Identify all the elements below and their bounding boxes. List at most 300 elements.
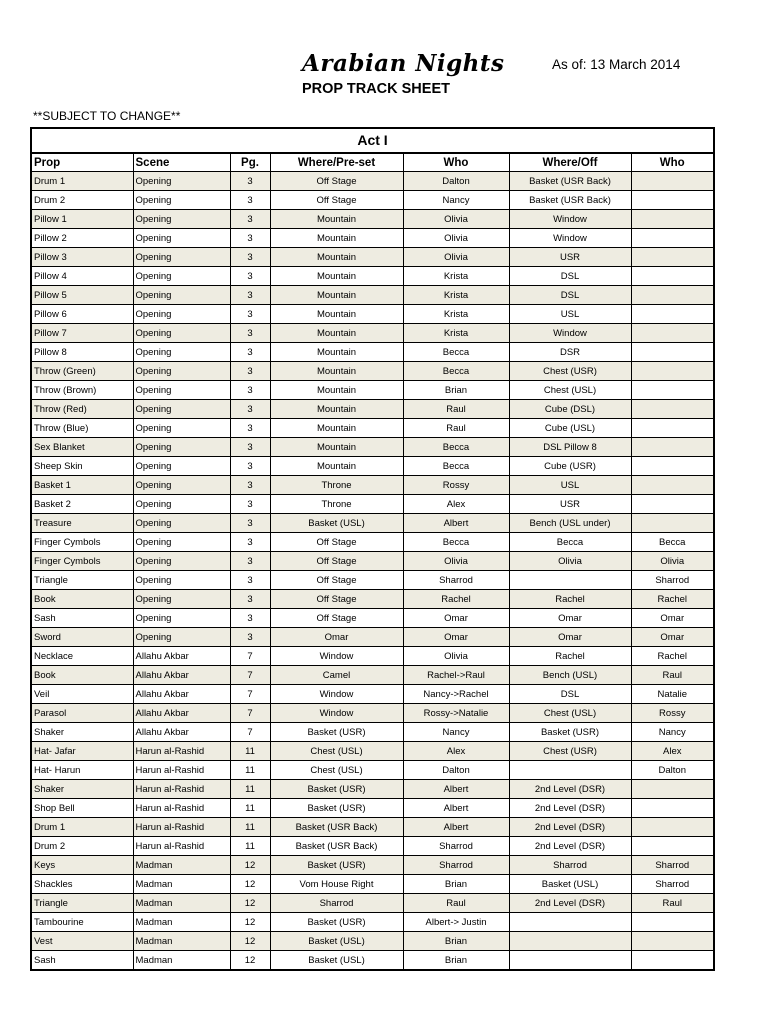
cell-where-preset: Basket (USR Back) [270,837,403,856]
cell-scene: Harun al-Rashid [133,761,230,780]
cell-who: Raul [403,400,509,419]
cell-scene: Opening [133,609,230,628]
cell-page: 3 [230,286,270,305]
cell-where-off: Cube (DSL) [509,400,631,419]
cell-prop: Pillow 5 [32,286,133,305]
cell-where-off: Cube (USL) [509,419,631,438]
cell-prop: Pillow 6 [32,305,133,324]
cell-page: 7 [230,647,270,666]
cell-prop: Pillow 3 [32,248,133,267]
cell-who-off: Sharrod [631,571,713,590]
cell-who-off: Omar [631,609,713,628]
cell-who: Becca [403,362,509,381]
cell-page: 3 [230,609,270,628]
cell-page: 3 [230,210,270,229]
cell-page: 3 [230,400,270,419]
cell-where-preset: Basket (USL) [270,932,403,951]
cell-scene: Opening [133,571,230,590]
cell-who-off [631,457,713,476]
cell-where-preset: Basket (USL) [270,951,403,970]
cell-where-preset: Window [270,704,403,723]
col-header-where-preset: Where/Pre-set [270,154,403,172]
cell-prop: Shackles [32,875,133,894]
cell-scene: Opening [133,267,230,286]
cell-who: Raul [403,419,509,438]
cell-page: 7 [230,685,270,704]
cell-where-preset: Chest (USL) [270,742,403,761]
cell-where-off: DSL [509,286,631,305]
cell-who-off [631,799,713,818]
cell-where-off: Omar [509,609,631,628]
cell-who: Nancy [403,191,509,210]
table-row [32,666,713,685]
cell-who-off [631,438,713,457]
table-row [32,552,713,571]
cell-page: 3 [230,267,270,286]
cell-where-preset: Off Stage [270,172,403,191]
cell-page: 3 [230,362,270,381]
col-header-where-off: Where/Off [509,154,631,172]
cell-scene: Opening [133,324,230,343]
cell-where-preset: Throne [270,476,403,495]
cell-where-preset: Mountain [270,248,403,267]
cell-prop: Pillow 4 [32,267,133,286]
cell-who: Rossy->Natalie [403,704,509,723]
cell-scene: Allahu Akbar [133,723,230,742]
cell-who-off: Omar [631,628,713,647]
cell-who-off [631,419,713,438]
cell-scene: Opening [133,286,230,305]
cell-who: Alex [403,495,509,514]
cell-scene: Allahu Akbar [133,685,230,704]
table-row [32,457,713,476]
cell-prop: Pillow 2 [32,229,133,248]
cell-page: 11 [230,780,270,799]
cell-prop: Tambourine [32,913,133,932]
cell-prop: Parasol [32,704,133,723]
cell-where-off: Chest (USR) [509,742,631,761]
cell-prop: Basket 1 [32,476,133,495]
table-row [32,704,713,723]
table-row [32,324,713,343]
change-note: **SUBJECT TO CHANGE** [33,109,181,123]
cell-scene: Opening [133,400,230,419]
cell-scene: Harun al-Rashid [133,818,230,837]
cell-who-off [631,286,713,305]
as-of-date: As of: 13 March 2014 [552,57,681,72]
cell-prop: Finger Cymbols [32,552,133,571]
cell-scene: Harun al-Rashid [133,780,230,799]
cell-prop: Shaker [32,780,133,799]
cell-where-off: Basket (USR Back) [509,172,631,191]
cell-where-off: Chest (USR) [509,362,631,381]
cell-who-off: Rachel [631,647,713,666]
table-row [32,172,713,191]
cell-who: Rossy [403,476,509,495]
cell-scene: Opening [133,362,230,381]
cell-prop: Shaker [32,723,133,742]
cell-where-preset: Mountain [270,381,403,400]
table-row [32,894,713,913]
cell-page: 3 [230,381,270,400]
cell-who-off: Alex [631,742,713,761]
cell-page: 3 [230,552,270,571]
col-header-prop: Prop [32,154,133,172]
cell-where-off [509,932,631,951]
cell-where-off: USR [509,495,631,514]
cell-where-preset: Mountain [270,267,403,286]
cell-scene: Opening [133,229,230,248]
cell-who-off: Raul [631,894,713,913]
cell-where-preset: Window [270,647,403,666]
cell-prop: Sheep Skin [32,457,133,476]
table-row [32,210,713,229]
table-row [32,514,713,533]
cell-who: Olivia [403,229,509,248]
cell-prop: Veil [32,685,133,704]
cell-who-off [631,932,713,951]
cell-scene: Opening [133,305,230,324]
cell-who-off [631,210,713,229]
cell-prop: Sex Blanket [32,438,133,457]
cell-who-off [631,913,713,932]
cell-where-preset: Off Stage [270,609,403,628]
cell-where-off: Bench (USL) [509,666,631,685]
cell-who: Nancy->Rachel [403,685,509,704]
cell-who: Olivia [403,552,509,571]
table-row [32,286,713,305]
cell-where-off: USR [509,248,631,267]
cell-scene: Madman [133,875,230,894]
cell-who-off [631,191,713,210]
table-row [32,229,713,248]
cell-scene: Opening [133,457,230,476]
show-title: Arabian Nights [302,50,505,77]
cell-where-off [509,761,631,780]
table-row [32,571,713,590]
cell-prop: Book [32,666,133,685]
cell-prop: Book [32,590,133,609]
cell-scene: Opening [133,590,230,609]
cell-who-off: Becca [631,533,713,552]
col-header-who-off: Who [631,154,713,172]
cell-where-preset: Window [270,685,403,704]
cell-scene: Opening [133,419,230,438]
cell-where-off: Becca [509,533,631,552]
cell-scene: Madman [133,932,230,951]
cell-scene: Opening [133,495,230,514]
col-header-scene: Scene [133,154,230,172]
cell-who-off [631,400,713,419]
cell-prop: Pillow 8 [32,343,133,362]
cell-prop: Necklace [32,647,133,666]
cell-scene: Madman [133,856,230,875]
cell-who: Omar [403,609,509,628]
cell-prop: Drum 1 [32,172,133,191]
table-row [32,609,713,628]
table-row [32,381,713,400]
cell-page: 11 [230,742,270,761]
table-row [32,476,713,495]
cell-scene: Opening [133,438,230,457]
table-row [32,305,713,324]
cell-who-off [631,229,713,248]
cell-page: 7 [230,704,270,723]
cell-where-off [509,913,631,932]
cell-page: 3 [230,229,270,248]
cell-prop: Vest [32,932,133,951]
table-row [32,191,713,210]
cell-who-off [631,172,713,191]
cell-where-off: 2nd Level (DSR) [509,894,631,913]
cell-who-off [631,818,713,837]
cell-where-off: 2nd Level (DSR) [509,799,631,818]
cell-who-off [631,381,713,400]
cell-prop: Sash [34,954,56,966]
cell-who: Albert [403,818,509,837]
table-row [32,913,713,932]
cell-scene: Harun al-Rashid [133,799,230,818]
cell-page: 3 [230,438,270,457]
cell-scene: Opening [133,476,230,495]
cell-where-off: 2nd Level (DSR) [509,780,631,799]
cell-who: Brian [403,381,509,400]
cell-prop: Sash [32,609,133,628]
table-row [32,875,713,894]
cell-who-off [631,837,713,856]
cell-prop: Throw (Blue) [32,419,133,438]
cell-page: 3 [230,419,270,438]
cell-page: 3 [230,533,270,552]
cell-who: Becca [403,438,509,457]
table-row [32,761,713,780]
cell-who: Albert-> Justin [403,913,509,932]
cell-prop: Keys [32,856,133,875]
table-row [32,628,713,647]
cell-scene: Opening [133,628,230,647]
cell-where-off: Cube (USR) [509,457,631,476]
table-row [32,723,713,742]
cell-who: Dalton [403,761,509,780]
cell-page: 12 [230,951,270,970]
cell-page: 3 [230,495,270,514]
cell-who: Albert [403,514,509,533]
cell-where-off: Window [509,210,631,229]
cell-where-preset: Mountain [270,419,403,438]
header-row [32,154,713,172]
table-row [32,590,713,609]
cell-where-off: DSR [509,343,631,362]
cell-who-off: Nancy [631,723,713,742]
table-row [32,248,713,267]
cell-who: Brian [403,875,509,894]
cell-page: 3 [230,457,270,476]
cell-where-off: 2nd Level (DSR) [509,837,631,856]
cell-where-off: DSL [509,685,631,704]
table-row [32,647,713,666]
table-row [32,780,713,799]
cell-page: 3 [230,514,270,533]
cell-where-off: Chest (USL) [509,704,631,723]
table-row [32,343,713,362]
cell-who-off: Rachel [631,590,713,609]
cell-prop: Hat- Jafar [32,742,133,761]
cell-who: Albert [403,799,509,818]
cell-who: Becca [403,457,509,476]
cell-where-preset: Mountain [270,210,403,229]
cell-where-off: Rachel [509,590,631,609]
cell-where-preset: Basket (USR) [270,799,403,818]
table-row [32,742,713,761]
cell-who: Krista [403,305,509,324]
cell-prop: Treasure [32,514,133,533]
table-row [32,799,713,818]
table-row [32,419,713,438]
cell-prop: Triangle [32,894,133,913]
cell-page: 3 [230,172,270,191]
table-row [32,951,713,970]
cell-page: 3 [230,571,270,590]
cell-scene: Harun al-Rashid [133,837,230,856]
cell-where-preset: Mountain [270,400,403,419]
cell-where-preset: Basket (USR Back) [270,818,403,837]
cell-where-off: Basket (USL) [509,875,631,894]
cell-who-off [631,248,713,267]
cell-where-preset: Off Stage [270,590,403,609]
cell-who: Raul [403,894,509,913]
cell-where-preset: Chest (USL) [270,761,403,780]
cell-where-preset: Mountain [270,286,403,305]
cell-scene: Allahu Akbar [133,704,230,723]
cell-where-preset: Omar [270,628,403,647]
cell-who: Rachel [403,590,509,609]
cell-prop: Pillow 1 [32,210,133,229]
cell-who-off [631,780,713,799]
cell-where-preset: Basket (USR) [270,913,403,932]
cell-page: 3 [230,305,270,324]
cell-who-off: Rossy [631,704,713,723]
sheet-subtitle: PROP TRACK SHEET [302,81,450,97]
cell-where-preset: Sharrod [270,894,403,913]
cell-who: Krista [403,267,509,286]
cell-where-preset: Off Stage [270,571,403,590]
cell-where-off [509,571,631,590]
cell-who: Alex [403,742,509,761]
cell-who: Krista [403,324,509,343]
cell-prop: Shop Bell [32,799,133,818]
cell-page: 11 [230,761,270,780]
cell-who-off: Sharrod [631,856,713,875]
table-row [32,495,713,514]
cell-where-off: USL [509,305,631,324]
cell-who-off: Natalie [631,685,713,704]
cell-scene: Opening [133,514,230,533]
cell-scene: Madman [133,913,230,932]
table-row [32,932,713,951]
cell-where-off: Rachel [509,647,631,666]
cell-scene: Opening [133,533,230,552]
cell-where-preset: Vom House Right [270,875,403,894]
cell-who: Omar [403,628,509,647]
cell-who: Brian [403,932,509,951]
table-row [32,438,713,457]
cell-page: 12 [230,894,270,913]
cell-where-preset: Basket (USR) [270,856,403,875]
act-heading: Act I [32,129,713,154]
cell-where-preset: Camel [270,666,403,685]
cell-where-off: Sharrod [509,856,631,875]
cell-page: 3 [230,476,270,495]
prop-track-table [32,154,713,969]
cell-page: 3 [230,343,270,362]
cell-scene: Harun al-Rashid [133,742,230,761]
table-row [32,818,713,837]
cell-who: Sharrod [403,856,509,875]
cell-scene: Allahu Akbar [133,666,230,685]
cell-who: Nancy [403,723,509,742]
cell-who-off [631,951,713,970]
cell-prop: Sword [32,628,133,647]
table-row [32,856,713,875]
cell-where-off: Omar [509,628,631,647]
cell-who-off [631,476,713,495]
cell-page: 3 [230,590,270,609]
cell-who-off [631,324,713,343]
cell-where-preset: Mountain [270,438,403,457]
cell-where-off [509,951,631,970]
cell-scene: Opening [133,381,230,400]
table-row [32,362,713,381]
cell-who-off [631,514,713,533]
cell-where-preset: Off Stage [270,191,403,210]
col-header-page: Pg. [230,154,270,172]
cell-scene: Opening [133,210,230,229]
cell-prop: Drum 2 [32,837,133,856]
table-row [32,685,713,704]
cell-page: 7 [230,723,270,742]
cell-scene: Opening [133,172,230,191]
cell-where-preset: Mountain [270,457,403,476]
cell-scene: Opening [133,552,230,571]
cell-where-off: Bench (USL under) [509,514,631,533]
cell-who-off [631,343,713,362]
cell-where-preset: Off Stage [270,552,403,571]
cell-prop: Drum 1 [32,818,133,837]
cell-page: 3 [230,248,270,267]
table-row [32,533,713,552]
cell-scene: Madman [133,951,230,970]
cell-who: Rachel->Raul [403,666,509,685]
cell-page: 11 [230,799,270,818]
cell-where-off: Olivia [509,552,631,571]
cell-where-preset: Basket (USL) [270,514,403,533]
cell-where-off: Chest (USL) [509,381,631,400]
cell-page: 3 [230,324,270,343]
col-header-who: Who [403,154,509,172]
cell-prop: Drum 2 [32,191,133,210]
cell-where-preset: Mountain [270,305,403,324]
cell-where-off: Window [509,229,631,248]
table-row [32,400,713,419]
cell-prop: Throw (Green) [32,362,133,381]
cell-page: 3 [230,628,270,647]
cell-where-off: 2nd Level (DSR) [509,818,631,837]
cell-page: 11 [230,818,270,837]
cell-prop: Hat- Harun [32,761,133,780]
cell-where-off: Basket (USR Back) [509,191,631,210]
cell-where-off: DSL Pillow 8 [509,438,631,457]
cell-who: Olivia [403,647,509,666]
